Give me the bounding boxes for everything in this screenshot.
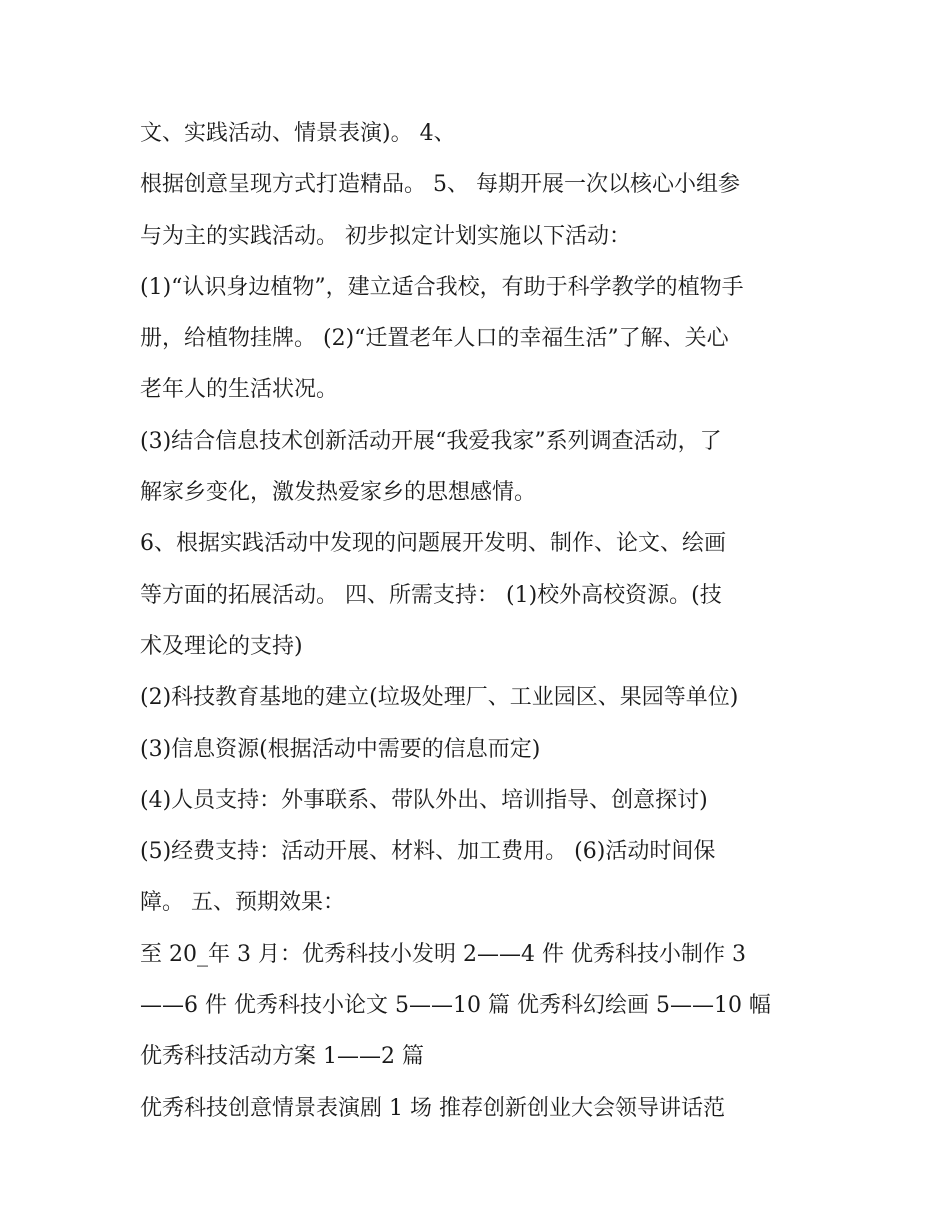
text-line-10: 等方面的拓展活动。 四、所需支持： (1)校外高校资源。(技 [140,582,722,608]
text-line-9: 6、根据实践活动中发现的问题展开发明、制作、论文、绘画 [140,531,726,557]
text-line-2: 根据创意呈现方式打造精品。 5、 每期开展一次以核心小组参 [140,172,740,198]
text-line-15: (5)经费支持：活动开展、材料、加工费用。 (6)活动时间保 [140,839,716,865]
text-line-4: (1)“认识身边植物”，建立适合我校，有助于科学教学的植物手 [140,274,744,300]
text-line-17: 至 20_年 3 月：优秀科技小发明 2——4 件 优秀科技小制作 3 [140,941,746,967]
text-line-13: (3)信息资源(根据活动中需要的信息而定) [140,736,541,762]
text-line-18: ——6 件 优秀科技小论文 5——10 篇 优秀科幻绘画 5——10 幅 [140,993,771,1019]
text-line-3: 与为主的实践活动。 初步拟定计划实施以下活动： [140,223,631,249]
text-line-1: 文、实践活动、情景表演)。 4、 [140,121,456,146]
text-line-14: (4)人员支持：外事联系、带队外出、培训指导、创意探讨) [140,787,708,813]
text-line-11: 术及理论的支持) [140,633,303,659]
text-line-8: 解家乡变化，激发热爱家乡的思想感情。 [140,480,537,506]
text-line-6: 老年人的生活状况。 [140,377,339,403]
document-body [140,108,820,1134]
text-line-7: (3)结合信息技术创新活动开展“我爱我家”系列调查活动，了 [140,428,722,454]
text-line-5: 册，给植物挂牌。 (2)“迁置老年人口的幸福生活”了解、关心 [140,326,729,352]
text-line-20: 优秀科技创意情景表演剧 1 场 推荐创新创业大会领导讲话范 [140,1095,725,1121]
text-line-16: 障。 五、预期效果： [140,890,345,916]
text-line-19: 优秀科技活动方案 1——2 篇 [140,1044,424,1070]
text-line-12: (2)科技教育基地的建立(垃圾处理厂、工业园区、果园等单位) [140,685,739,711]
